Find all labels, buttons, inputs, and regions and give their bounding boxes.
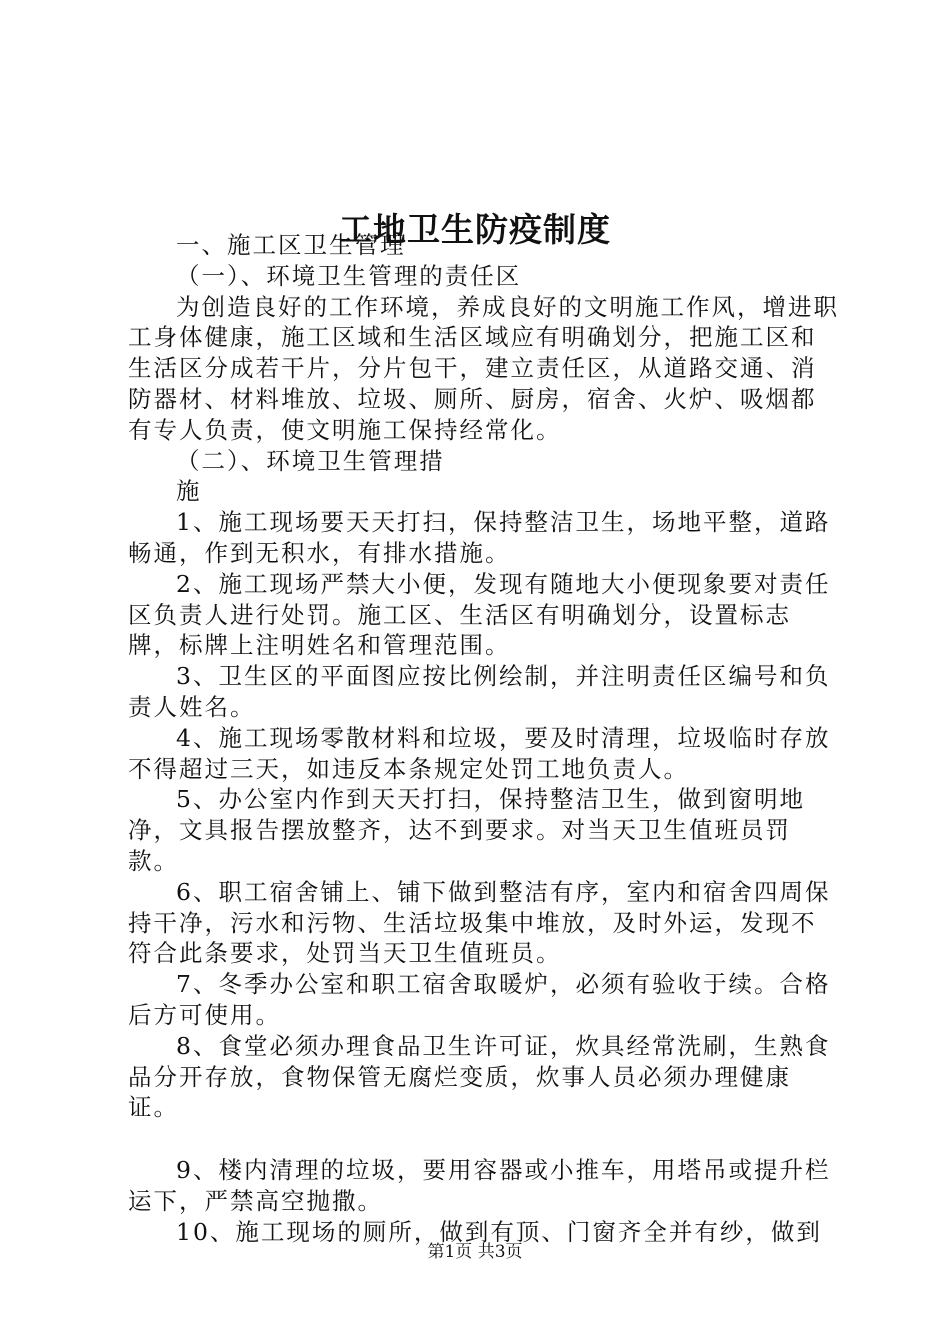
subsection-heading-2: （二）、环境卫生管理措 bbox=[176, 446, 445, 475]
measure-item-5: 5、办公室内作到天天打扫，保持整洁卫生，做到窗明地净，文具报告摆放整齐，达不到要求。对当天卫生值班员罚款。 bbox=[128, 785, 805, 875]
document-title: 工地卫生防疫制度 bbox=[339, 210, 611, 250]
page-footer: 第1页 共3页 bbox=[427, 1242, 523, 1262]
measure-item-8: 8、食堂必须办理食品卫生许可证，炊具经常洗刷，生熟食品分开存放，食物保管无腐烂变质，炊事人员必须办理健康证。 bbox=[128, 1031, 831, 1122]
document-body bbox=[128, 230, 840, 1248]
measure-item-1: 1、施工现场要天天打扫，保持整洁卫生，场地平整，道路畅通，作到无积水，有排水措施。 bbox=[128, 508, 831, 567]
measure-item-7: 7、冬季办公室和职工宿舍取暖炉，必须有验收于续。合格后方可使用。 bbox=[128, 970, 831, 1029]
subsection-heading-2-tail: 施 bbox=[176, 477, 202, 506]
measure-item-9: 9、楼内清理的垃圾，要用容器或小推车，用塔吊或提升栏运下，严禁高空抛撒。 bbox=[128, 1156, 831, 1215]
subsection-heading-1: （一）、环境卫生管理的责任区 bbox=[176, 261, 522, 290]
measure-item-4: 4、施工现场零散材料和垃圾，要及时清理，垃圾临时存放不得超过三天，如违反本条规定处罚工地负责人。 bbox=[128, 723, 831, 783]
section-heading-1: 一、施工区卫生管理 bbox=[176, 231, 406, 259]
measure-item-2: 2、施工现场严禁大小便，发现有随地大小便现象要对责任区负责人进行处罚。施工区、生活区有明确划分，设置标志牌，标牌上注明姓名和管理范围。 bbox=[128, 569, 831, 660]
measure-item-3: 3、卫生区的平面图应按比例绘制，并注明责任区编号和负责人姓名。 bbox=[128, 662, 831, 721]
measure-item-6: 6、职工宿舍铺上、铺下做到整洁有序，室内和宿舍四周保持干净，污水和污物、生活垃圾集中堆放，及时外运，发现不符合此条要求，处罚当天卫生值班员。 bbox=[128, 877, 831, 968]
measure-item-10: 10、施工现场的厕所，做到有顶、门窗齐全并有纱，做到 bbox=[176, 1217, 822, 1246]
paragraph-responsibility: 为创造良好的工作环境，养成良好的文明施工作风，增进职工身体健康，施工区域和生活区域应有明确划分，把施工区和生活区分成若干片，分片包干，建立责任区，从道路交通、消防器材、材料堆放、垃圾、厕所、厨房，宿舍、火炉、吸烟都有专人负责，使文明施工保持经常化。 bbox=[128, 292, 839, 444]
